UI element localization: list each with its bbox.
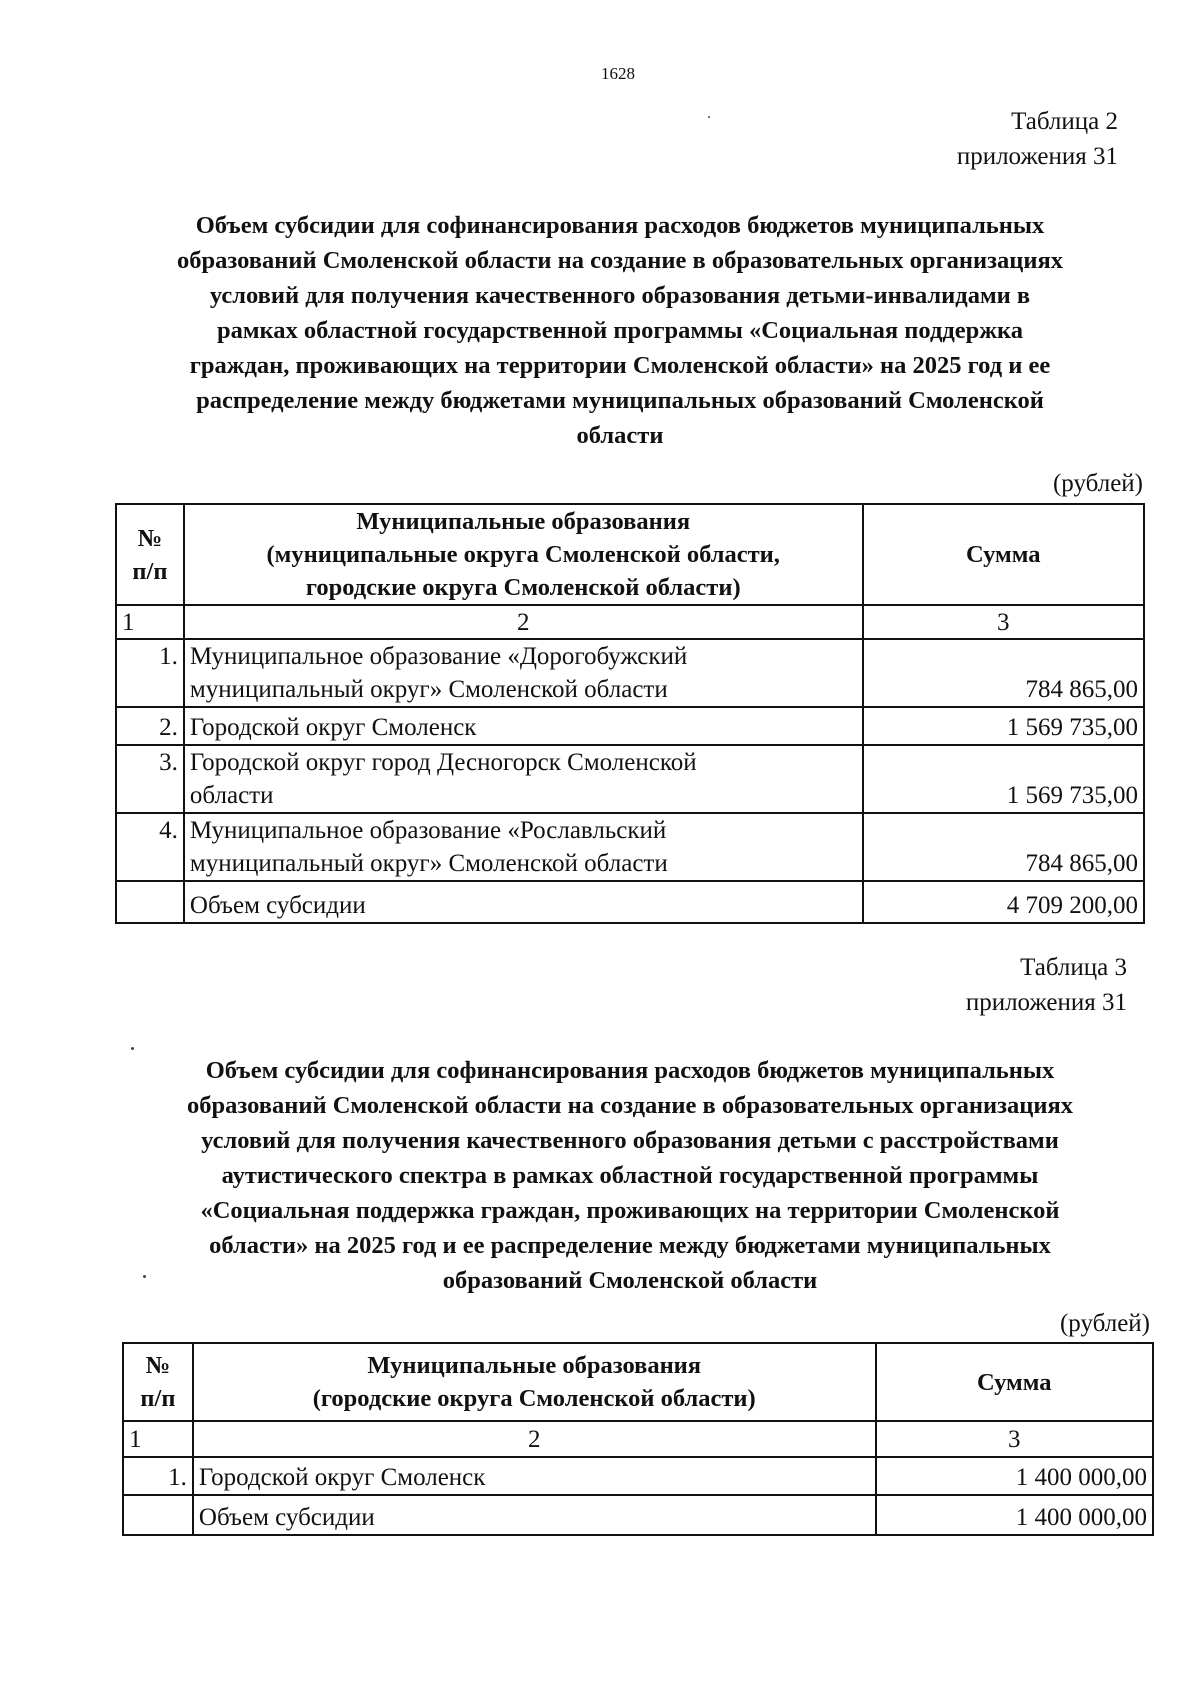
table2-header-municipality [184, 504, 863, 605]
table3-header-municipality [193, 1343, 876, 1421]
table2-title-line: граждан, проживающих на территории Смоленской области» на 2025 год и ее [189, 352, 1051, 379]
scan-speck [143, 1275, 146, 1278]
municipality-line: Городской округ Смоленск [198, 1464, 486, 1491]
header-num-sign: № [137, 524, 163, 552]
municipality-line: Муниципальное образование «Рославльский [189, 817, 667, 844]
header-municipality-line: Муниципальные образования [356, 508, 691, 535]
table2-title-line: Объем субсидии для софинансирования расходов бюджетов муниципальных [195, 212, 1045, 239]
table3-units: (рублей) [1059, 1310, 1150, 1337]
table2-title [90, 208, 1150, 453]
table2-caption [957, 104, 1118, 174]
table2-header-num [116, 504, 184, 605]
row-number: 4. [116, 813, 184, 881]
table3-header-num [123, 1343, 193, 1421]
scan-speck [131, 1047, 134, 1050]
table2-title-line: области [576, 422, 664, 449]
table3-title-line: области» на 2025 год и ее распределение между бюджетами муниципальных [209, 1232, 1051, 1259]
table-row [116, 745, 1144, 813]
table-row [123, 1457, 1153, 1495]
table3 [122, 1342, 1154, 1536]
index-cell: 2 [184, 605, 863, 639]
total-label: Объем субсидии [184, 881, 863, 923]
municipality-line: муниципальный округ» Смоленской области [189, 850, 668, 877]
table2-title-line: распределение между бюджетами муниципальных образований Смоленской [196, 387, 1044, 414]
row-amount: 784 865,00 [863, 813, 1144, 881]
index-cell: 1 [123, 1421, 193, 1457]
total-empty-cell [116, 881, 184, 923]
total-amount: 1 400 000,00 [876, 1495, 1153, 1535]
header-municipality-line: городские округа Смоленской области) [305, 574, 741, 601]
table2-title-line: рамках областной государственной программы «Социальная поддержка [216, 317, 1024, 344]
municipality-line: Городской округ город Десногорск Смоленской [189, 749, 697, 776]
row-amount: 784 865,00 [863, 639, 1144, 707]
index-cell: 3 [863, 605, 1144, 639]
table3-caption [966, 950, 1127, 1020]
row-number: 3. [116, 745, 184, 813]
total-empty-cell [123, 1495, 193, 1535]
table2-total-row [116, 881, 1144, 923]
header-num-abbr: п/п [140, 1385, 176, 1412]
row-municipality [193, 1457, 876, 1495]
row-municipality [184, 639, 863, 707]
municipality-line: Муниципальное образование «Дорогобужский [189, 643, 688, 670]
scan-speck [708, 116, 710, 118]
municipality-line: Городской округ Смоленск [189, 714, 477, 741]
table3-title-line: «Социальная поддержка граждан, проживающих на территории Смоленской [200, 1197, 1060, 1224]
row-amount: 1 569 735,00 [863, 707, 1144, 745]
table3-title-line: образований Смоленской области [442, 1267, 818, 1294]
table3-title-line: аутистического спектра в рамках областной государственной программы [221, 1162, 1039, 1189]
index-cell: 1 [116, 605, 184, 639]
page-number: 1628 [601, 64, 635, 83]
table-row [116, 813, 1144, 881]
table3-header-row [123, 1343, 1153, 1421]
table-row [116, 707, 1144, 745]
table2 [115, 503, 1145, 924]
index-cell: 3 [876, 1421, 1153, 1457]
table3-title-line: условий для получения качественного образования детьми с расстройствами [201, 1127, 1059, 1154]
row-number: 2. [116, 707, 184, 745]
header-municipality-line: Муниципальные образования [367, 1352, 702, 1379]
table2-units: (рублей) [1052, 470, 1143, 497]
header-num-sign: № [145, 1352, 171, 1379]
table2-caption-number: Таблица 2 [1011, 108, 1118, 135]
table2-index-row [116, 605, 1144, 639]
row-number: 1. [116, 639, 184, 707]
row-amount: 1 400 000,00 [876, 1457, 1153, 1495]
header-municipality-line: (городские округа Смоленской области) [312, 1385, 756, 1412]
table2-caption-appendix: приложения 31 [956, 143, 1118, 170]
index-cell: 2 [193, 1421, 876, 1457]
table2-header-row [116, 504, 1144, 605]
table2-header-amount: Сумма [863, 504, 1144, 605]
table2-title-line: образований Смоленской области на создание в образовательных организациях [177, 247, 1063, 274]
total-label: Объем субсидии [193, 1495, 876, 1535]
row-municipality [184, 745, 863, 813]
table3-caption-number: Таблица 3 [1020, 954, 1127, 981]
table3-index-row [123, 1421, 1153, 1457]
header-municipality-line: (муниципальные округа Смоленской области, [266, 541, 780, 568]
row-municipality [184, 813, 863, 881]
table3-title-line: образований Смоленской области на создание в образовательных организациях [187, 1092, 1073, 1119]
table2-title-line: условий для получения качественного образования детьми-инвалидами в [209, 282, 1031, 309]
row-municipality [184, 707, 863, 745]
total-amount: 4 709 200,00 [863, 881, 1144, 923]
municipality-line: области [189, 782, 274, 809]
table3-total-row [123, 1495, 1153, 1535]
table3-title [100, 1053, 1160, 1298]
header-num-abbr: п/п [132, 557, 168, 585]
row-amount: 1 569 735,00 [863, 745, 1144, 813]
table3-header-amount: Сумма [876, 1343, 1153, 1421]
row-number: 1. [123, 1457, 193, 1495]
table-row [116, 639, 1144, 707]
municipality-line: муниципальный округ» Смоленской области [189, 676, 668, 703]
table3-caption-appendix: приложения 31 [965, 989, 1127, 1016]
table3-title-line: Объем субсидии для софинансирования расходов бюджетов муниципальных [205, 1057, 1055, 1084]
